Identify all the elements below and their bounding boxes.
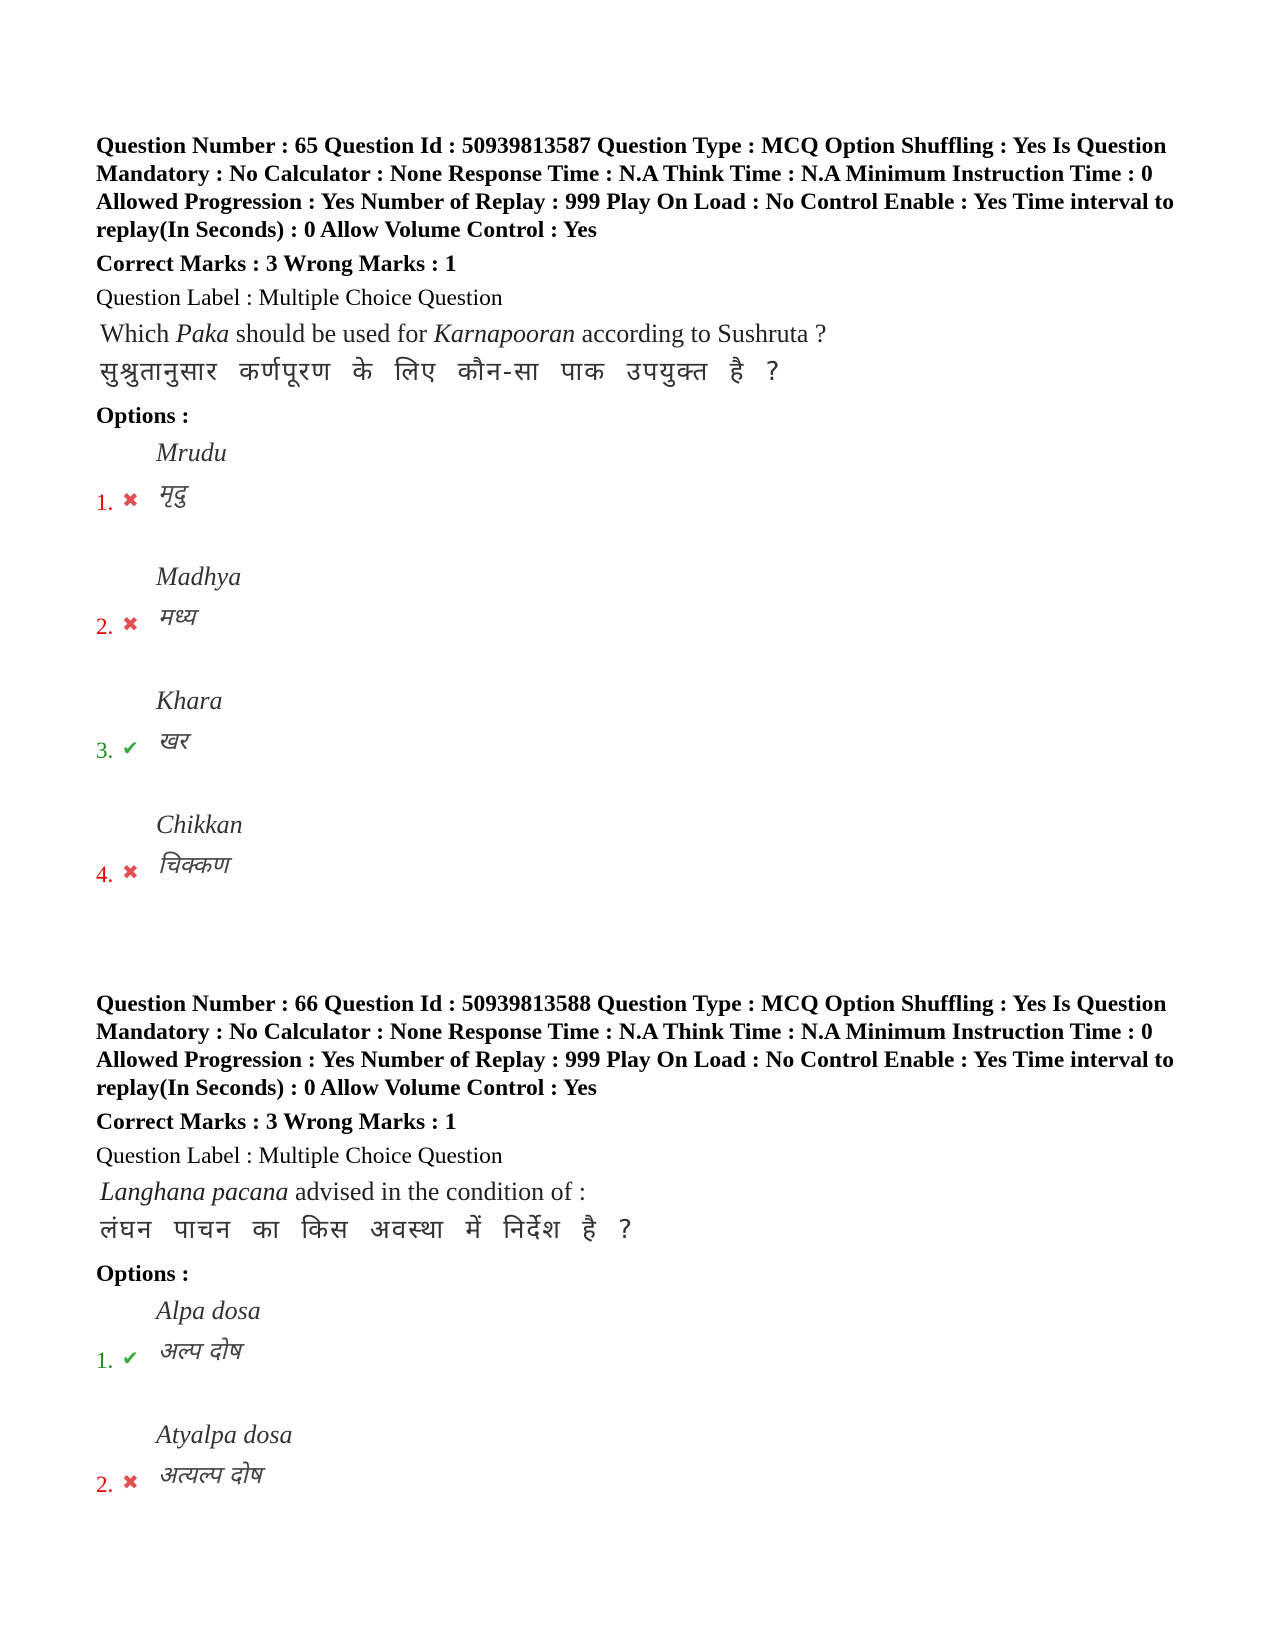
- option-text-english: Chikkan: [156, 810, 243, 839]
- option-1: [96, 1288, 1186, 1412]
- option-number: 3.: [96, 738, 114, 763]
- options-heading: Options :: [96, 403, 190, 429]
- question-text-english: Langhana pacana advised in the condition of :: [100, 1177, 587, 1206]
- option-number: 4.: [96, 862, 114, 887]
- option-text-hindi: मृदु: [158, 479, 186, 507]
- cross-icon: ✖: [122, 1470, 139, 1494]
- check-icon: ✔: [122, 736, 139, 760]
- option-text-english: Khara: [156, 686, 223, 715]
- question-text-english: Which Paka should be used for Karnapooran according to Sushruta ?: [100, 319, 827, 348]
- option-4: [96, 802, 1186, 926]
- option-number: 1.: [96, 1348, 114, 1373]
- check-icon: ✔: [122, 1346, 139, 1370]
- cross-icon: ✖: [122, 860, 139, 884]
- cross-icon: ✖: [122, 488, 139, 512]
- option-number: 2.: [96, 614, 114, 639]
- option-text-english: Atyalpa dosa: [156, 1420, 293, 1449]
- question-meta: Question Number : 65 Question Id : 50939813587 Question Type : MCQ Option Shuffling : Yes Is Question Mandatory : No Calculator : None Response Time : N.A Think Time : N.A Minimum Instruction Time : 0 Allowed Progression : Yes Number of Replay : 999 Play On Load : No Control Enable : Yes Time interval to replay(In Seconds) : 0 Allow Volume Control : Yes: [96, 133, 1174, 243]
- question-block-66: [96, 990, 1186, 1536]
- option-text-english: Mrudu: [156, 438, 227, 467]
- option-text-hindi: अत्यल्प दोष: [158, 1461, 262, 1489]
- question-meta: Question Number : 66 Question Id : 50939813588 Question Type : MCQ Option Shuffling : Yes Is Question Mandatory : No Calculator : None Response Time : N.A Think Time : N.A Minimum Instruction Time : 0 Allowed Progression : Yes Number of Replay : 999 Play On Load : No Control Enable : Yes Time interval to replay(In Seconds) : 0 Allow Volume Control : Yes: [96, 991, 1174, 1101]
- question-text: [96, 316, 1186, 392]
- option-2: [96, 554, 1186, 678]
- question-text: [96, 1174, 1186, 1250]
- question-text-hindi: लंघन पाचन का किस अवस्था में निर्देश है ?: [100, 1215, 635, 1245]
- question-marks: Correct Marks : 3 Wrong Marks : 1: [96, 1109, 457, 1135]
- option-3: [96, 678, 1186, 802]
- option-2: [96, 1412, 1186, 1536]
- option-text-english: Alpa dosa: [156, 1296, 261, 1325]
- option-text-hindi: मध्य: [158, 603, 196, 631]
- option-text-hindi: चिक्कण: [158, 851, 229, 879]
- option-number: 1.: [96, 490, 114, 515]
- question-marks: Correct Marks : 3 Wrong Marks : 1: [96, 251, 457, 277]
- option-text-hindi: खर: [158, 727, 188, 755]
- option-text-english: Madhya: [156, 562, 242, 591]
- question-text-hindi: सुश्रुतानुसार कर्णपूरण के लिए कौन-सा पाक उपयुक्त है ?: [100, 357, 782, 387]
- option-text-hindi: अल्प दोष: [158, 1337, 241, 1365]
- question-label: Question Label : Multiple Choice Question: [96, 285, 503, 311]
- option-1: [96, 430, 1186, 554]
- option-number: 2.: [96, 1472, 114, 1497]
- cross-icon: ✖: [122, 612, 139, 636]
- question-block-65: [96, 132, 1186, 926]
- options-heading: Options :: [96, 1261, 190, 1287]
- question-label: Question Label : Multiple Choice Question: [96, 1143, 503, 1169]
